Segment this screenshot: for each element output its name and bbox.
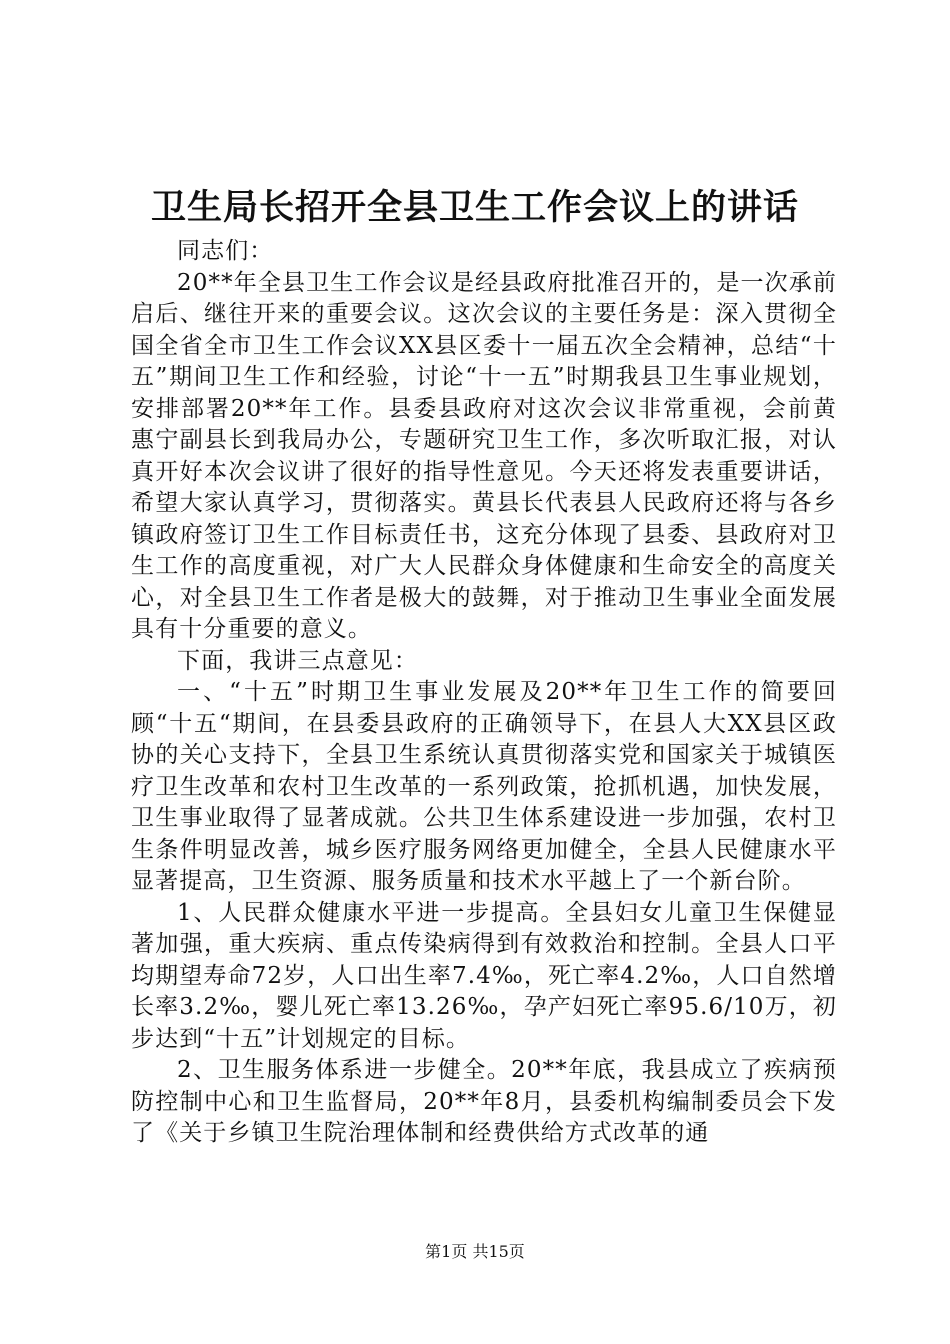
paragraph-salutation: 同志们：: [177, 238, 274, 264]
paragraph-service-system: 2、卫生服务体系进一步健全。20**年底，我县成立了疾病预防控制中心和卫生监督局，20**年8月，县委机构编制委员会下发了《关于乡镇卫生院治理体制和经费供给方式改革的通: [131, 1057, 837, 1146]
paragraph-section-one: 一、“十五”时期卫生事业发展及20**年卫生工作的简要回顾“十五“期间，在县委县政府的正确领导下，在县人大XX县区政协的关心支持下，全县卫生系统认真贯彻落实党和国家关于城镇医疗卫生改革和农村卫生改革的一系列政策，抢抓机遇，加快发展，卫生事业取得了显著成就。公共卫生体系建设进一步加强，农村卫生条件明显改善，城乡医疗服务网络更加健全，全县人民健康水平显著提高，卫生资源、服务质量和技术水平越上了一个新台阶。: [131, 679, 837, 894]
paragraph-three-points: 下面，我讲三点意见：: [177, 647, 418, 674]
paragraph-introduction: 20**年全县卫生工作会议是经县政府批准召开的，是一次承前启后、继往开来的重要会议。这次会议的主要任务是：深入贯彻全国全省全市卫生工作会议XX县区委十一届五次全会精神，总结“十五”期间卫生工作和经验，讨论“十一五”时期我县卫生事业规划，安排部署20**年工作。县委县政府对这次会议非常重视，会前黄惠宁副县长到我局办公，专题研究卫生工作，多次听取汇报，对认真开好本次会议讲了很好的指导性意见。今天还将发表重要讲话，希望大家认真学习，贯彻落实。黄县长代表县人民政府还将与各乡镇政府签订卫生工作目标责任书，这充分体现了县委、县政府对卫生工作的高度重视，对广大人民群众身体健康和生命安全的高度关心，对全县卫生工作者是极大的鼓舞，对于推动卫生事业全面发展具有十分重要的意义。: [131, 269, 837, 642]
document-body: [131, 236, 837, 1150]
document-title: 卫生局长招开全县卫生工作会议上的讲话: [150, 187, 799, 228]
paragraph-health-level: 1、人民群众健康水平进一步提高。全县妇女儿童卫生保健显著加强，重大疾病、重点传染病得到有效救治和控制。全县人口平均期望寿命72岁，人口出生率7.4‰，死亡率4.2‰，人口自然增长率3.2‰，婴儿死亡率13.26‰，孕产妇死亡率95.6/10万，初步达到“十五”计划规定的目标。: [131, 899, 837, 1052]
page-number-footer: 第1页 共15页: [425, 1242, 525, 1261]
